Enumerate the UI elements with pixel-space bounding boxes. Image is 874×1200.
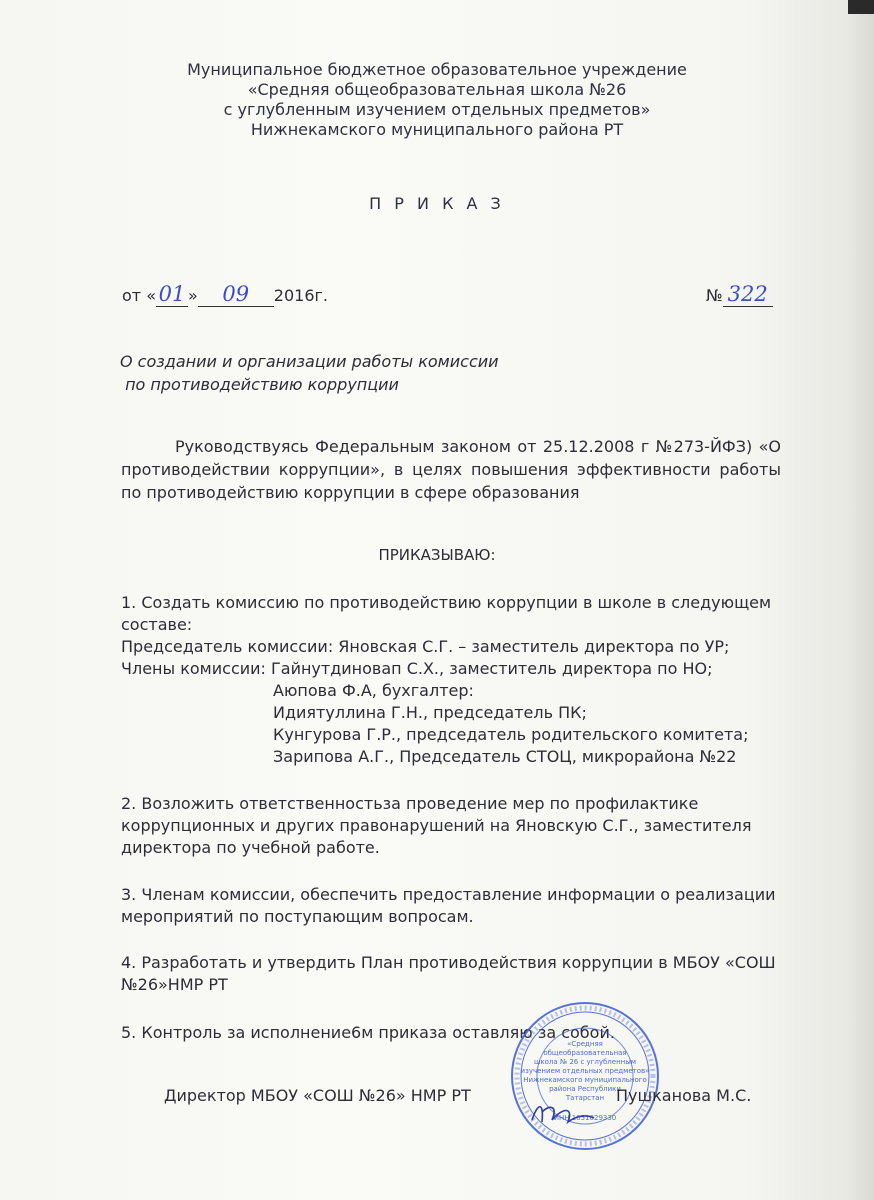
item-1 <box>121 592 781 768</box>
official-stamp <box>509 1000 661 1152</box>
member-item: Кунгурова Г.Р., председатель родительского комитета; <box>273 725 749 744</box>
item-4-line: 4. Разработать и утвердить План противодействия коррупции в МБОУ «СОШ <box>121 953 776 972</box>
item-5: 5. Контроль за исполнение6м приказа оставляю за собой. <box>121 1023 615 1042</box>
stamp-text-line: общеобразовательная <box>543 1049 627 1057</box>
stamp-text-line: школа № 26 с углубленным <box>533 1058 637 1066</box>
item-3-line: мероприятий по поступающим вопросам. <box>121 907 474 926</box>
stamp-text-line: Нижнекамского муниципального <box>523 1076 647 1084</box>
org-name-line3: с углубленным изучением отдельных предметов» <box>223 100 651 119</box>
stamp-text-line: района Республики <box>549 1085 621 1093</box>
item-2-line: директора по учебной работе. <box>121 838 380 857</box>
item-2 <box>121 793 781 859</box>
org-name-line2: «Средняя общеобразовательная школа №26 <box>247 80 627 99</box>
subject <box>120 350 499 396</box>
member-item: Идиятуллина Г.Н., председатель ПК; <box>273 703 587 722</box>
subject-line1: О создании и организации работы комиссии <box>120 352 499 371</box>
item-2-line: 2. Возложить ответственностьза проведение мер по профилактике <box>121 794 699 813</box>
item-2-line: коррупционных и других правонарушений на Яновскую С.Г., заместителя <box>121 816 752 835</box>
doc-title: П Р И К А З <box>369 194 505 213</box>
stamp-text-line: «Средняя <box>567 1040 603 1048</box>
item-4 <box>121 952 781 996</box>
item-1-line1: 1. Создать комиссию по противодействию коррупции в школе в следующем <box>121 593 772 612</box>
org-name-line4: Нижнекамского муниципального района РТ <box>250 120 624 139</box>
order-word: ПРИКАЗЫВАЮ: <box>378 546 496 564</box>
chair-line: Председатель комиссии: Яновская С.Г. – заместитель директора по УР; <box>121 637 730 656</box>
item-3 <box>121 884 781 928</box>
item-1-line2: составе: <box>121 615 193 634</box>
subject-line2: по противодействию коррупции <box>120 375 399 394</box>
stamp-inn: ИНН 1651029330 <box>553 1114 617 1122</box>
date-year: 2016г. <box>273 286 328 305</box>
handwritten-signature <box>528 1098 598 1128</box>
members-first: Члены комиссии: Гайнутдиновап С.Х., заместитель директора по НО; <box>121 659 713 678</box>
item-4-line: №26»НМР РТ <box>121 975 228 994</box>
org-name-line1: Муниципальное бюджетное образовательное учреждение <box>187 60 687 79</box>
stamp-text-line: Татарстан <box>565 1094 605 1102</box>
member-item: Аюпова Ф.А, бухгалтер: <box>273 681 474 700</box>
date-day: 01 <box>156 282 188 307</box>
order-number <box>706 282 773 307</box>
scan-corner <box>848 0 874 14</box>
item-3-line: 3. Членам комиссии, обеспечить предоставление информации о реализации <box>121 885 776 904</box>
member-item: Зарипова А.Г., Председатель СТОЦ, микрорайона №22 <box>273 747 737 766</box>
number-value: 322 <box>723 282 773 307</box>
date-line <box>122 282 328 307</box>
stamp-text-line: изучением отдельных предметов» <box>520 1067 650 1075</box>
date-prefix: от « <box>122 286 156 305</box>
signatory-position: Директор МБОУ «СОШ №26» НМР РТ <box>164 1086 471 1105</box>
number-prefix: № <box>706 286 723 305</box>
date-mid: » <box>187 286 198 305</box>
preamble: Руководствуясь Федеральным законом от 25.12.2008 г №273-ЙФЗ) «О противодействии коррупции», в целях повышения эффективности работы по противодействию коррупции в сфере образования <box>121 437 781 502</box>
signatory-name: Пушканова М.С. <box>616 1086 752 1105</box>
date-month: 09 <box>198 282 274 307</box>
